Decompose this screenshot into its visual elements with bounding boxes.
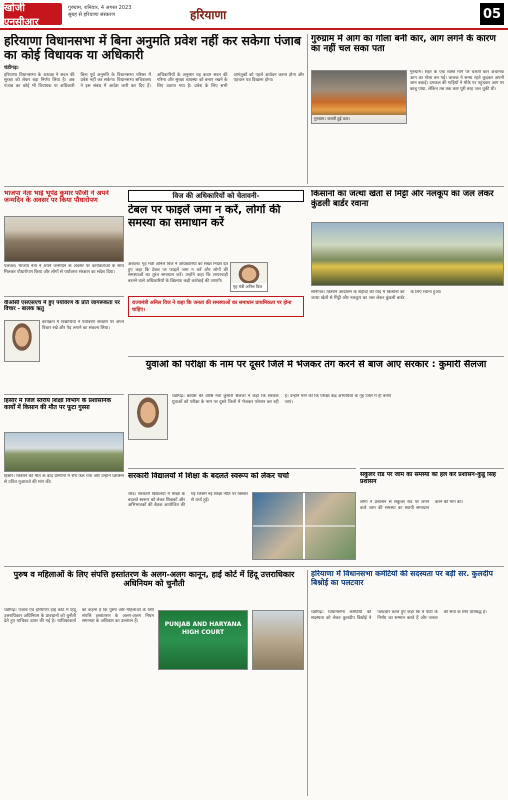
schools-headline: सरकारी विद्यालयों में शिक्षा के बदलते स्वरूप को लेकर चर्चा [128,472,289,480]
bishnoi-body-wrap [311,610,504,796]
bjp-body: पलवल। भाजपा नेता ने अपने जन्मदिन के अवसर पर कार्यकर्ताओं के साथ मिलकर पौधारोपण किया और लोगों से पर्यावरण संरक्षण का संदेश दिया। [4,264,124,275]
bjp-body-wrap [4,264,124,294]
lead-body: हरियाणा विधानसभा के अध्यक्ष ने सदन की सुरक्षा को लेकर बड़ा निर्णय लिया है। अब पंजाब का कोई भी विधायक या अधिकारी बिना पूर्व अनुमति के विधानसभा परिसर में प्रवेश नहीं कर सकेगा। विधानसभा सचिवालय ने इस संबंध में आदेश जारी कर दिए हैं। अधिकारियों के अनुसार यह कदम सदन की गरिमा और सुरक्षा व्यवस्था को बनाए रखने के लिए उठाया गया है। प्रवेश के लिए सभी आगंतुकों को पहले आवेदन करना होगा और पहचान पत्र दिखाना होगा। [4,72,304,89]
lead-headline: हरियाणा विधानसभा में बिना अनुमति प्रवेश नहीं कर सकेगा पंजाब का कोई विधायक या अधिकारी [4,34,301,63]
vij-headline: टेबल पर फाइलें जमा न करें, लोगों की समस्या का समाधान करें [128,204,281,229]
vij-story [128,204,304,260]
edition-sub: सुबह से हरियाणा संस्करण [68,12,115,18]
page-number: 05 [480,3,504,25]
vij-body: अंबाला। गृह मंत्री अनिल विज ने अधिकारियों को सख्त निर्देश देते हुए कहा कि टेबल पर फाइलें जमा न करें और लोगों की समस्याओं का तुरंत समाधान करें। उन्होंने कहा कि लापरवाही बरतने वाले अधिकारियों के खिलाफ कड़ी कार्रवाई की जाएगी। [128,262,228,284]
selja-photo [128,394,168,440]
farmers-headline: किसानों का जत्था खेतों से मिट्टी और नलकूप का जल लेकर कुंडली बार्डर रवाना [311,190,494,209]
fire-body-wrap [410,70,504,182]
farmers-body-wrap [311,290,504,354]
newspaper-logo: खोजी एनसीआर [4,3,62,25]
kisan-headline: हिसार में जिले स्तरीय शिक्षा विभाग के प्रशासनिक कार्यों में किसान की मौत पर फूटा गुस्सा [4,398,112,411]
bishnoi-body: चंडीगढ़। विधानसभा कमेटियों की सदस्यता को लेकर कुलदीप बिश्नोई ने पलटवार करते हुए कहा कि वे पार्टी के निर्णय का सम्मान करते हैं और जनता की सेवा के लिए प्रतिबद्ध हैं। [311,610,487,621]
selja-body: चंडीगढ़। कांग्रेस की वरिष्ठ नेता कुमारी सैलजा ने कहा कि सरकार युवाओं को परीक्षा के नाम पर दूसरे जिलों में भेजकर परेशान कर रही है। उन्होंने मांग की कि परीक्षा केंद्र अभ्यर्थियों के गृह जिले में ही बनाए जाएं। [172,394,392,405]
bishnoi-headline: हरियाणा में विधानसभा कमेटियों की सदस्यता पर बड़ी सर. कुलदीप बिश्नोई का पलटवार [311,570,493,587]
bjp-headline: भाजपा नेता भाई भूपेंद्र कुमार फौजी ने अपने जन्मदिन के अवसर पर किया पौधारोपण [4,190,109,205]
schools-story [128,472,356,488]
court-story [4,570,304,606]
police-headline: वीओसी एसएसएच में हुए पर्यावरण के प्रति जागरूकता पर विचार - बालक ऋतु [4,300,120,313]
fire-caption: गुरुग्राम। जलती हुई कार। [312,115,406,123]
fire-photo [311,70,407,124]
edition-date: गुरुग्राम, शनिवार, 4 अगस्त 2023 [68,5,132,11]
farmers-body: सोनीपत। किसान आंदोलन के शहीदों की याद में किसानों का जत्था खेतों से मिट्टी और नलकूप का जल लेकर कुंडली बार्डर के लिए रवाना हुआ। [311,290,442,301]
court-body: चंडीगढ़। पंजाब एवं हरियाणा हाई कोर्ट में हिंदू उत्तराधिकार अधिनियम के प्रावधानों को चुनौती देते हुए याचिका दायर की गई है। याचिकाकर्ता का कहना है कि पुरुष और महिलाओं के लिए संपत्ति हस्तांतरण के अलग-अलग नियम समानता के अधिकार का उल्लंघन हैं। [4,608,154,625]
schools-photo [252,492,356,560]
court-photo-label: PUNJAB AND HARYANA HIGH COURT [164,621,242,636]
road-story [360,472,504,498]
vij-photo [230,262,268,292]
court-photo [158,610,248,670]
schools-body-wrap [128,492,248,560]
police-photo [4,320,40,362]
road-headline: सर्कुलर रोड पर जाम का समस्या को हल करे प्रशासन-कुंडू सिंह प्रशासन [360,472,496,485]
vij-quote-wrap [128,296,304,354]
kisan-story [4,398,124,428]
road-body: लोगों ने प्रशासन से सर्कुलर रोड पर लगने वाले जाम की समस्या का स्थायी समाधान करने की मांग की। [360,500,464,511]
kisan-body-wrap [4,474,124,554]
vij-body-wrap [128,262,228,288]
date-line [68,5,188,19]
court-photo-2 [252,610,304,670]
selja-body-wrap [172,394,504,464]
court-body-wrap [4,608,154,796]
fire-body: गुरुग्राम। शहर के एक व्यस्त मार्ग पर चलती कार अचानक आग का गोला बन गई। चालक ने समय रहते कूदकर अपनी जान बचाई। दमकल की गाड़ियों ने मौके पर पहुंचकर आग पर काबू पाया, लेकिन तब तक कार पूरी तरह जल चुकी थी। [410,70,504,92]
schools-body: जींद। सरकारी विद्यालयों में शिक्षा के बदलते स्वरूप को लेकर शिक्षकों और अभिभावकों की बैठक आयोजित की गई जिसमें नई शिक्षा नीति पर विस्तार से चर्चा हुई। [128,492,248,509]
court-headline: पुरुष व महिलाओं के लिए संपत्ति हस्तांतरण के अलग-अलग कानून, हाई कोर्ट में हिंदू उत्तराधिकार अधिनियम को चुनौती [13,570,295,589]
bishnoi-story [311,570,504,606]
kisan-photo [4,432,124,472]
vij-kicker: विज की अधिकारियों को चेतावनी- [128,190,304,202]
farmers-story [311,190,504,220]
masthead [0,0,508,30]
fire-headline: गुरुग्राम में आग का गोला बनी कार, आग लगने के कारण का नहीं चल सका पता [311,34,496,55]
vij-caption: गृह मंत्री अनिल विज [231,283,267,291]
road-body-wrap [360,500,504,560]
selja-headline: युवाओं को परीक्षा के नाम पर दूसरे जिले में भेजकर तंग करने से बाज आए सरकार : कुमारी सैलजा [145,360,487,370]
lead-story [4,34,304,184]
farmers-photo [311,222,504,286]
vij-quote: राज्यमंत्री अनिल विज ने कहा कि जनता की समस्याओं का समाधान प्राथमिकता पर होना चाहिए। [128,296,304,317]
bjp-photo [4,216,124,262]
selja-story [128,360,504,390]
section-title: हरियाणा [190,8,227,22]
police-body-wrap [42,320,124,390]
lead-byline: चंडीगढ़। [4,64,19,71]
police-body: कार्यक्रम में विद्यार्थियों ने पर्यावरण संरक्षण पर अपने विचार रखे और पेड़ लगाने का संकल्प लिया। [42,320,124,331]
kisan-body: हिसार। किसान की मौत के बाद ग्रामीणों में रोष फैल गया और उन्होंने प्रशासन से उचित मुआवजे की मांग की। [4,474,124,485]
